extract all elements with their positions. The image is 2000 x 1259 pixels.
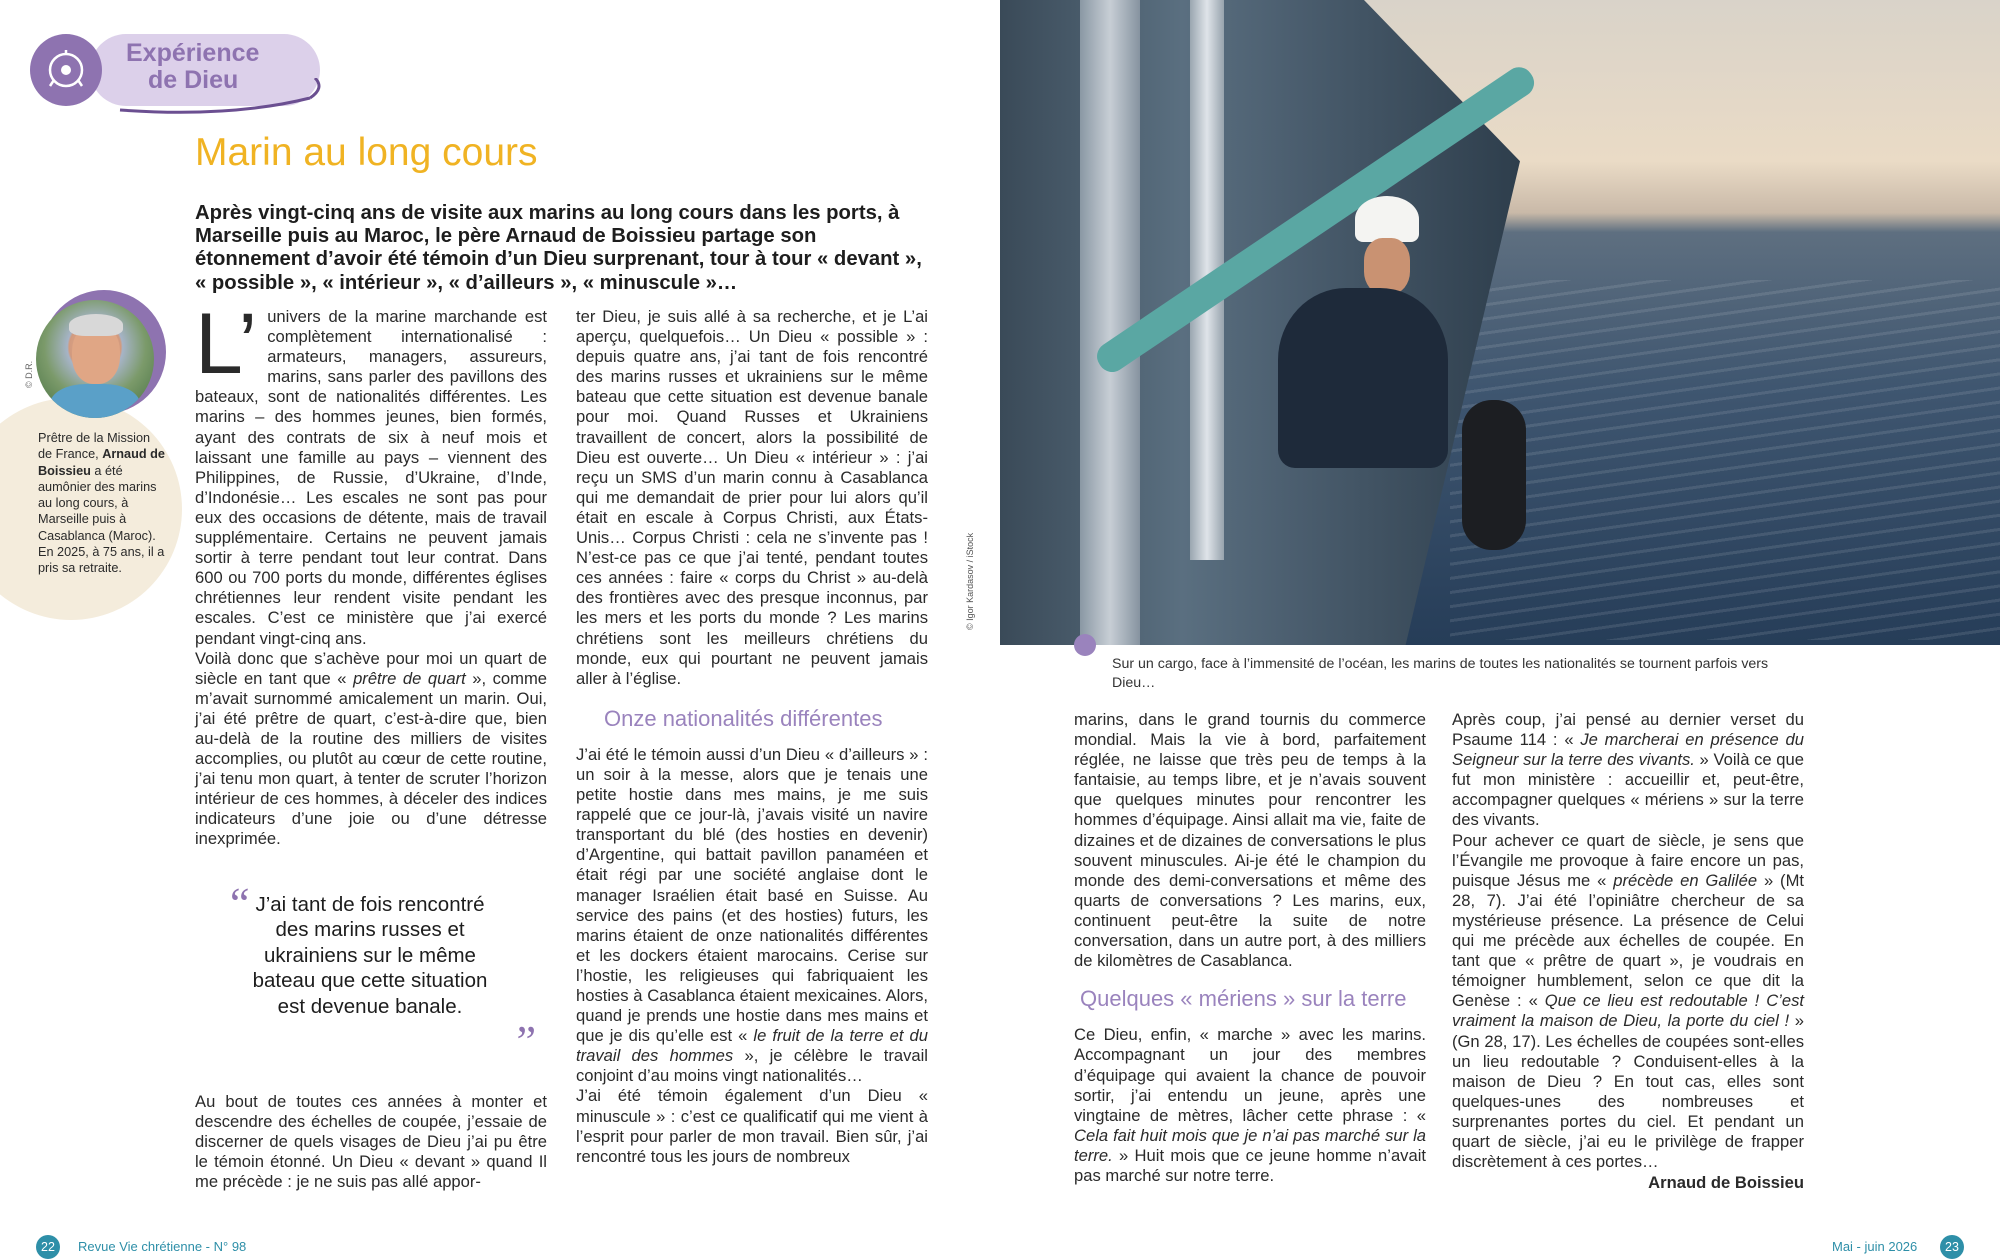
photo-credit: © Igor Kardasov / iStock <box>965 532 975 630</box>
col1-paragraph-3: Au bout de toutes ces années à monter et descendre des échelles de coupée, j’essaie de discerner de quels visages de Dieu j’ai pu être le témoin étonné. Un Dieu « devant » quand Il me précède : je ne suis pas allé appor- <box>195 1092 547 1192</box>
magazine-name: Revue Vie chrétienne - N° 98 <box>78 1239 247 1254</box>
quote-text: J’ai tant de fois rencontré des marins russes et ukrainiens sur le même bateau que cette situation est devenue banale. <box>252 893 488 1018</box>
author-shirt <box>50 384 140 418</box>
caption-dot <box>1074 634 1096 656</box>
col3-p2-text-b: » Huit mois que ce jeune homme n’avait pas marché sur notre terre. <box>1074 1145 1426 1185</box>
fender-buoy <box>1462 400 1526 550</box>
compass-icon <box>44 48 88 92</box>
pull-quote <box>230 879 536 1067</box>
issue-date: Mai - juin 2026 <box>1832 1239 1918 1254</box>
sailor-face <box>1364 238 1410 294</box>
photo-caption: Sur un cargo, face à l’immensité de l’océan, les marins de toutes les nationalités se tournent parfois vers Dieu… <box>1112 656 1769 691</box>
col2-paragraph-1: ter Dieu, je suis allé à sa recherche, et je L’ai aperçu, quelquefois… Un Dieu « possible » : depuis quatre ans, j’ai tant de fois rencontré des marins russes et ukrainiens sur le même bateau que cette situation est devenue banale pour moi. Quand Russes et Ukrainiens travaillent de concert, alors la possibilité de Dieu est ouverte… Un Dieu « intérieur » : j’ai reçu un SMS d’un marin connu à Casablanca qui me demandait de prier pour lui alors qu’il était en escale à Corpus Christi, aux États-Unis… Corpus Christi : cela ne s’invente pas ! N’est-ce pas ce que j’ai tenté, pendant toutes ces années : faire « corps du Christ » au-delà des frontières avec des presque inconnus, par les mers et les ports du monde ? Les marins chrétiens sont les meilleurs chrétiens du monde, eux qui pourtant ne peuvent jamais aller à l’église. <box>576 307 928 688</box>
signature: Arnaud de Boissieu <box>1648 1173 1804 1193</box>
col3-paragraph-1: marins, dans le grand tournis du commerce mondial. Mais la vie à bord, parfaitement réglée, ne laisse que très peu de temps à la fantaisie, au temps libre, et je n’avais souvent que quelques minutes pour rencontrer les hommes d’équipage. Ainsi allait ma vie, faite de dizaines et de dizaines de conversations le plus souvent minuscules. Ai-je été le champion du monde des demi-conversations et même des quarts de conversations ? Les marins, eux, continuent peut-être la suite de notre conversation, dans un autre port, à des milliers de kilomètres de Casablanca. <box>1074 710 1426 971</box>
col1-p2-text-a: Voilà donc que s’achève pour moi un quart de siècle en tant que « <box>195 648 547 688</box>
col1-p2-text-b: », comme m’avait surnommé amicalement un marin. Oui, j’ai été prêtre de quart, c’est-à-dire que, bien au-delà de la routine des milliers de visites accomplies, ou plutôt au cœur de cette routine, j’ai tenu mon quart, à tenter de scruter l’horizon intérieur de ces hommes, à déceler des indices indicateurs d’une joie ou d’une détresse inexprimée. <box>195 668 548 849</box>
col2-paragraph-2 <box>576 745 928 1087</box>
author-photo-credit: © D.R. <box>24 360 34 388</box>
col4-p2-text-c: » (Gn 28, 17). Les échelles de coupées sont-elles un lieu redoutable ? Conduisent-elles à la maison de Dieu ? En tout cas, elles sont quelques-unes des nombreuses et surprenantes portes du ciel. Et pendant un quart de siècle, j’ai eu le privilège de frapper discrètement à ces portes… <box>1452 1011 1804 1172</box>
author-bio-text <box>38 430 166 577</box>
col2-paragraph-3: J’ai été témoin également d’un Dieu « minuscule » : c’est ce qualificatif qui me vient à l’esprit pour parler de mon travail. Bien sûr, j’ai rencontré tous les jours de nombreux <box>576 1086 928 1166</box>
ship-hull <box>1000 0 1520 645</box>
quote-close-mark: ” <box>516 1017 536 1067</box>
rubric-line2: de Dieu <box>148 66 239 94</box>
quote-open-mark: “ <box>230 879 250 928</box>
page-number-right: 23 <box>1940 1235 1964 1259</box>
article-lead: Après vingt-cinq ans de visite aux marins au long cours dans les ports, à Marseille puis au Maroc, le père Arnaud de Boissieu partage son étonnement d’avoir été témoin d’un Dieu surprenant, tour à tour « devant », « possible », « intérieur », « d’ailleurs », « minuscule »… <box>195 202 922 294</box>
col4-paragraph-2 <box>1452 831 1804 1173</box>
sailor-body <box>1278 288 1448 468</box>
column-3 <box>1074 710 1426 1186</box>
col3-paragraph-2 <box>1074 1025 1426 1186</box>
col3-p2-emphasis: Cela fait huit mois que je n’ai pas marché sur la terre. <box>1074 1125 1426 1165</box>
col4-p2-emphasis-2: Que ce lieu est redoutable ! C’est vraiment la maison de Dieu, la porte du ciel ! <box>1452 991 1805 1031</box>
author-hair <box>69 314 123 336</box>
column-1-end <box>195 1092 547 1192</box>
col2-p2-emphasis: le fruit de la terre et du travail des hommes <box>576 1026 928 1066</box>
col3-p2-text-a: Ce Dieu, enfin, « marche » avec les marins. Accompagnant un jour des membres d’équipage qui avaient la chance de pouvoir sortir, j’ai entendu un jeune, après une vingtaine de mètres, lâcher cette phrase : « <box>1074 1025 1426 1125</box>
page-number-left: 22 <box>36 1235 60 1259</box>
author-name: Arnaud de Boissieu <box>38 447 165 478</box>
sailor-helmet <box>1355 196 1419 242</box>
col1-paragraph-2 <box>195 649 547 850</box>
rubric-line1: Expérience <box>126 39 260 67</box>
col4-p1-text-a: Après coup, j’ai pensé au dernier verset du Psaume 114 : « <box>1452 710 1804 750</box>
col3-subheading: Quelques « mériens » sur la terre <box>1080 986 1407 1012</box>
rubric-badge <box>30 30 300 114</box>
article-title: Marin au long cours <box>195 131 538 174</box>
col2-p2-text-b: », je célèbre le travail conjoint d’au moins vingt nationalités… <box>576 1046 928 1086</box>
col1-p2-emphasis: prêtre de quart <box>353 668 466 688</box>
column-1 <box>195 296 548 850</box>
ocean-shimmer <box>1450 280 2000 640</box>
col4-p1-text-b: » Voilà ce que fut mon ministère : accueillir et, peut-être, accompagner quelques « mériens » sur la terre des vivants. <box>1452 750 1804 830</box>
col4-p2-emphasis: précède en Galilée <box>1613 870 1758 890</box>
col4-p1-emphasis: Je marcherai en présence du Seigneur sur la terre des vivants. <box>1452 730 1804 770</box>
col4-paragraph-1 <box>1452 710 1804 831</box>
col4-p2-text-b: » (Mt 28, 7). J’ai été l’opiniâtre chercheur de sa mystérieuse présence. La présence de Celui qui me précède aux échelles de coupée. En tant que « prêtre de quart », je voudrais en témoigner humblement, selon ce que dit la Genèse : « <box>1452 870 1805 1011</box>
ship-pillar <box>1080 0 1140 645</box>
column-2 <box>576 307 928 1167</box>
col2-subheading: Onze nationalités différentes <box>604 705 883 731</box>
article-photo <box>1000 0 2000 645</box>
col1-paragraph-1: univers de la marine marchande est complètement internationalisé : armateurs, managers, assureurs, marins, sans parler des pavillons des bateaux, sont de nationalités différentes. Les marins – des hommes jeunes, bien formés, ayant des contrats de six à neuf mois et laissant une famille au pays – viennent des Philippines, de Russie, d’Ukraine, d’Inde, d’Indonésie… Les escales ne sont pas pour eux des occasions de détente, mais de travail supplémentaire. Certains ne peuvent jamais sortir à terre pendant tout leur contrat. Dans 600 ou 700 ports du monde, différentes églises chrétiennes leur rendent visite pendant les escales. C’est ce ministère que j’ai exercé pendant vingt-cinq ans. <box>195 307 547 648</box>
dropcap: L’ <box>195 296 258 392</box>
author-bio-after: a été aumônier des marins au long cours, à Marseille puis à Casablanca (Maroc). En 2025, à 75 ans, il a pris sa retraite. <box>38 463 165 576</box>
author-bio-before: Prêtre de la Mission de France, <box>38 431 151 462</box>
column-4 <box>1452 710 1804 1193</box>
col4-p2-text-a: Pour achever ce quart de siècle, je sens que l’Évangile me provoque à faire encore un pas, puisque Jésus me « <box>1452 830 1804 890</box>
col2-p2-text-a: J’ai été le témoin aussi d’un Dieu « d’ailleurs » : un soir à la messe, alors que je tenais une petite hostie dans mes mains, je me suis rappelé que ce jour-là, j’avais visité un navire transportant du blé (des hosties en devenir) d’Argentine, qui battait pavillon panaméen et était régi par une société anglaise dont le manager Israélien était basé en Suisse. Au service des pains (et des hosties) futurs, les marins étaient de onze nationalités différentes et les dockers étaient marocains. Cerise sur l’hostie, les religieuses qui fabriquaient les hosties à Casablanca étaient mexicaines. Alors, quand je prends une hostie dans mes mains et que je dis qu’elle est « <box>576 744 928 1046</box>
author-photo <box>36 300 154 418</box>
